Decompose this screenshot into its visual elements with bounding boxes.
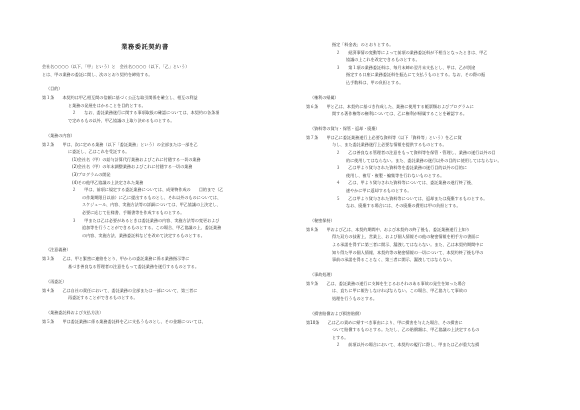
clause-line: (4)その他甲乙協議の上決定された業務 bbox=[72, 179, 144, 185]
clause-line: 関する著作権等の権利については、乙に権利が帰属することを確認する。 bbox=[332, 111, 468, 117]
section-heading: （再委託） bbox=[46, 278, 67, 284]
clause-line: ２ 経済事情の変動等によって前項の業務委託料が不相当となったときは、甲乙 bbox=[336, 49, 488, 55]
clause-line: ３ 甲または乙は必要があるときは委託業務の内容、実施方法等の変更および bbox=[72, 217, 220, 223]
clause-line: 第２条 甲は、次に定める業務（以下「委託業務」という）の全部または一部を乙 bbox=[42, 141, 198, 147]
section-heading: （注意義務） bbox=[46, 247, 71, 253]
clause-line: は、直ちに甲に報告しなければならない。この場合、甲乙協力して事故の bbox=[332, 288, 468, 294]
clause-line: 込手数料は、甲の負担とする。 bbox=[346, 80, 404, 85]
clause-line: 処理を行うものとする。 bbox=[332, 296, 378, 301]
clause-line: よる承諾を得ずに第三者に開示、漏洩してはならない。また、乙は本契約期間中に bbox=[332, 242, 484, 247]
clause-line: 第10条 乙は乙の責めに帰すべき事由により、甲に損害を与えた場合、その損害に bbox=[306, 319, 463, 325]
section-heading: （業務の内容） bbox=[46, 132, 75, 138]
clause-line: 第８条 甲および乙は、本契約期間中、および本契約の終了後も、委託業務遂行上知り bbox=[306, 226, 470, 232]
clause-line: 第９条 乙は、委託業務の遂行に支障を生じるおそれのある事故の発生を知った場合 bbox=[306, 280, 466, 286]
clause-line: に委託し、乙はこれを受託する。 bbox=[68, 149, 130, 155]
clause-line: 第６条 甲と乙は、本契約に基づき作成した、業務に使用する帳票類およびプログラムに bbox=[306, 103, 474, 109]
clause-line: ４ 乙は、甲より貸与された資料等については、委託業務の遂行終了後、 bbox=[336, 180, 476, 186]
clause-line: ２ 乙は善良なる管理者の注意をもって資料等を保管・管理し、業務の遂行以外の目 bbox=[336, 150, 496, 155]
clause-line: ２ なお、委託業務遂行に関する事項取扱の確認については、本契約の各条項 bbox=[72, 110, 220, 116]
clause-line: とは、甲の業務の委託に関し、次のとおり契約を締結する。 bbox=[42, 71, 153, 77]
clause-line: の作業期限日以前）に乙に提出するものとし、それ以外のものについては、 bbox=[82, 194, 222, 200]
clause-line: 会社名○○○○（以下、「甲」という）と 会社名○○○○（以下、「乙」という） bbox=[42, 64, 190, 69]
clause-line: 指定する口座に業務委託料を振込にて支払うものとする。なお、その際の振 bbox=[346, 72, 486, 78]
clause-line: 第７条 甲は乙に委託業務遂行上必要な資料等（以下「資料等」という）を乙に貸 bbox=[306, 134, 462, 140]
clause-line: (2)会社名（甲）の年末調整業務およびこれに付随する一切の業務 bbox=[72, 164, 193, 170]
clause-line: 必要に応じて仕様書、手順書等を作成するものとする。 bbox=[82, 210, 185, 215]
clause-line: 基づき善良なる管理者の注意をもって委託業務を遂行するものとする。 bbox=[68, 264, 199, 269]
clause-line: で定めるもの以外、甲乙協議の上取り決めるものとする。 bbox=[68, 118, 175, 123]
section-heading: （秘密保持） bbox=[310, 217, 335, 223]
clause-line: ２ 甲は、前項に規定する委託業務については、成果物作成の 目的まで（乙 bbox=[72, 187, 224, 193]
clause-line: ついて賠償するものとする。ただし、乙の賠償額は、甲乙協議の上決定するもの bbox=[332, 327, 480, 333]
clause-line: 得た双方の技術上、営業上、および個人情報その他の秘密情報を相手方の書面に bbox=[332, 234, 480, 240]
clause-line: 第１条 本契約は甲乙相互間の信頼に基づく公正な取引関係を確立し、相互の利益 bbox=[42, 95, 198, 101]
clause-line: 速やかに甲に返却するものとする。 bbox=[346, 188, 412, 193]
clause-line: 知り得た甲の個人情報、本契約等の秘密情報の一切について、本契約終了後も甲の bbox=[332, 249, 484, 255]
clause-line: ３ 乙は甲より貸与された資料等を委託業務の遂行目的以外の目的に bbox=[336, 165, 467, 171]
clause-line: 指定「料金表」のとおりとする。 bbox=[332, 42, 394, 47]
clause-line: 第５条 甲は委託業務に係る業務委託料を乙に支払うものとし、その金額については、 bbox=[42, 318, 206, 324]
section-heading: （資料等の貸与・保管・返却・廃棄） bbox=[310, 125, 380, 131]
document-title: 業務委託契約書 bbox=[121, 44, 169, 51]
section-heading: （目的） bbox=[46, 86, 63, 92]
clause-line: 協議の上これを改定できるものとする。 bbox=[346, 57, 420, 63]
clause-line: とする。 bbox=[332, 334, 349, 340]
clause-line: ５ 乙は甲より貸与された資料等については、返却または廃棄するものとする。 bbox=[336, 195, 488, 201]
section-heading: （損害賠償および損害賠償） bbox=[310, 310, 364, 316]
section-heading: （権利の帰属） bbox=[310, 94, 339, 100]
clause-line: ３ 第１項の業務委託料は、毎月末締め翌月末支払とし、甲は、乙が別途 bbox=[336, 64, 476, 70]
clause-line: と業務の発展をはかることを目的とする。 bbox=[68, 102, 146, 108]
clause-line: 追加等を行うことができるものとする。この場合、甲乙協議の上、委託業務 bbox=[82, 225, 222, 231]
clause-line: 与し、また委託業務遂行上必要な情報を提供するものとする。 bbox=[332, 142, 447, 148]
clause-line: ２ 前項以外の場合において、本契約の履行に際し、甲または乙が重大な損 bbox=[336, 342, 480, 348]
clause-line: スケジュール、内容、実施方法等の詳細については、甲乙協議の上決定し、 bbox=[82, 202, 221, 208]
clause-line: 再委託することができるものとする。 bbox=[68, 295, 138, 301]
clause-line: の内容、実施方法、業務委託料などを改めて決定するものとする。 bbox=[82, 232, 205, 238]
clause-line: 使用し、複写・複製・編集等を行わないものとする。 bbox=[346, 172, 445, 178]
clause-line: 第４条 乙は自社の責任において、委託業務の全部または一部について、第三者に bbox=[42, 287, 198, 293]
clause-line: 事前の承諾を得ることなく、第三者に開示、漏洩してはならない。 bbox=[332, 257, 455, 263]
clause-line: なお、廃棄する場合には、その廃棄の費用は甲の負担とする。 bbox=[346, 203, 461, 209]
clause-line: 第３条 乙は、甲と緊密に連絡をとり、甲からの委託業務に係る業務指示等に bbox=[42, 256, 190, 262]
section-heading: （事故処理） bbox=[310, 271, 335, 277]
clause-line: (3)プログラムの開発 bbox=[72, 172, 111, 177]
clause-line: (1)会社名（甲）の給与計算代行業務およびこれに付随する一切の業務 bbox=[72, 156, 201, 162]
section-heading: （業務委託料および支払方法） bbox=[46, 309, 104, 315]
clause-line: 的に使用してはならない。また、委託業務の遂行以外の目的に使用してはならない。 bbox=[346, 157, 502, 163]
